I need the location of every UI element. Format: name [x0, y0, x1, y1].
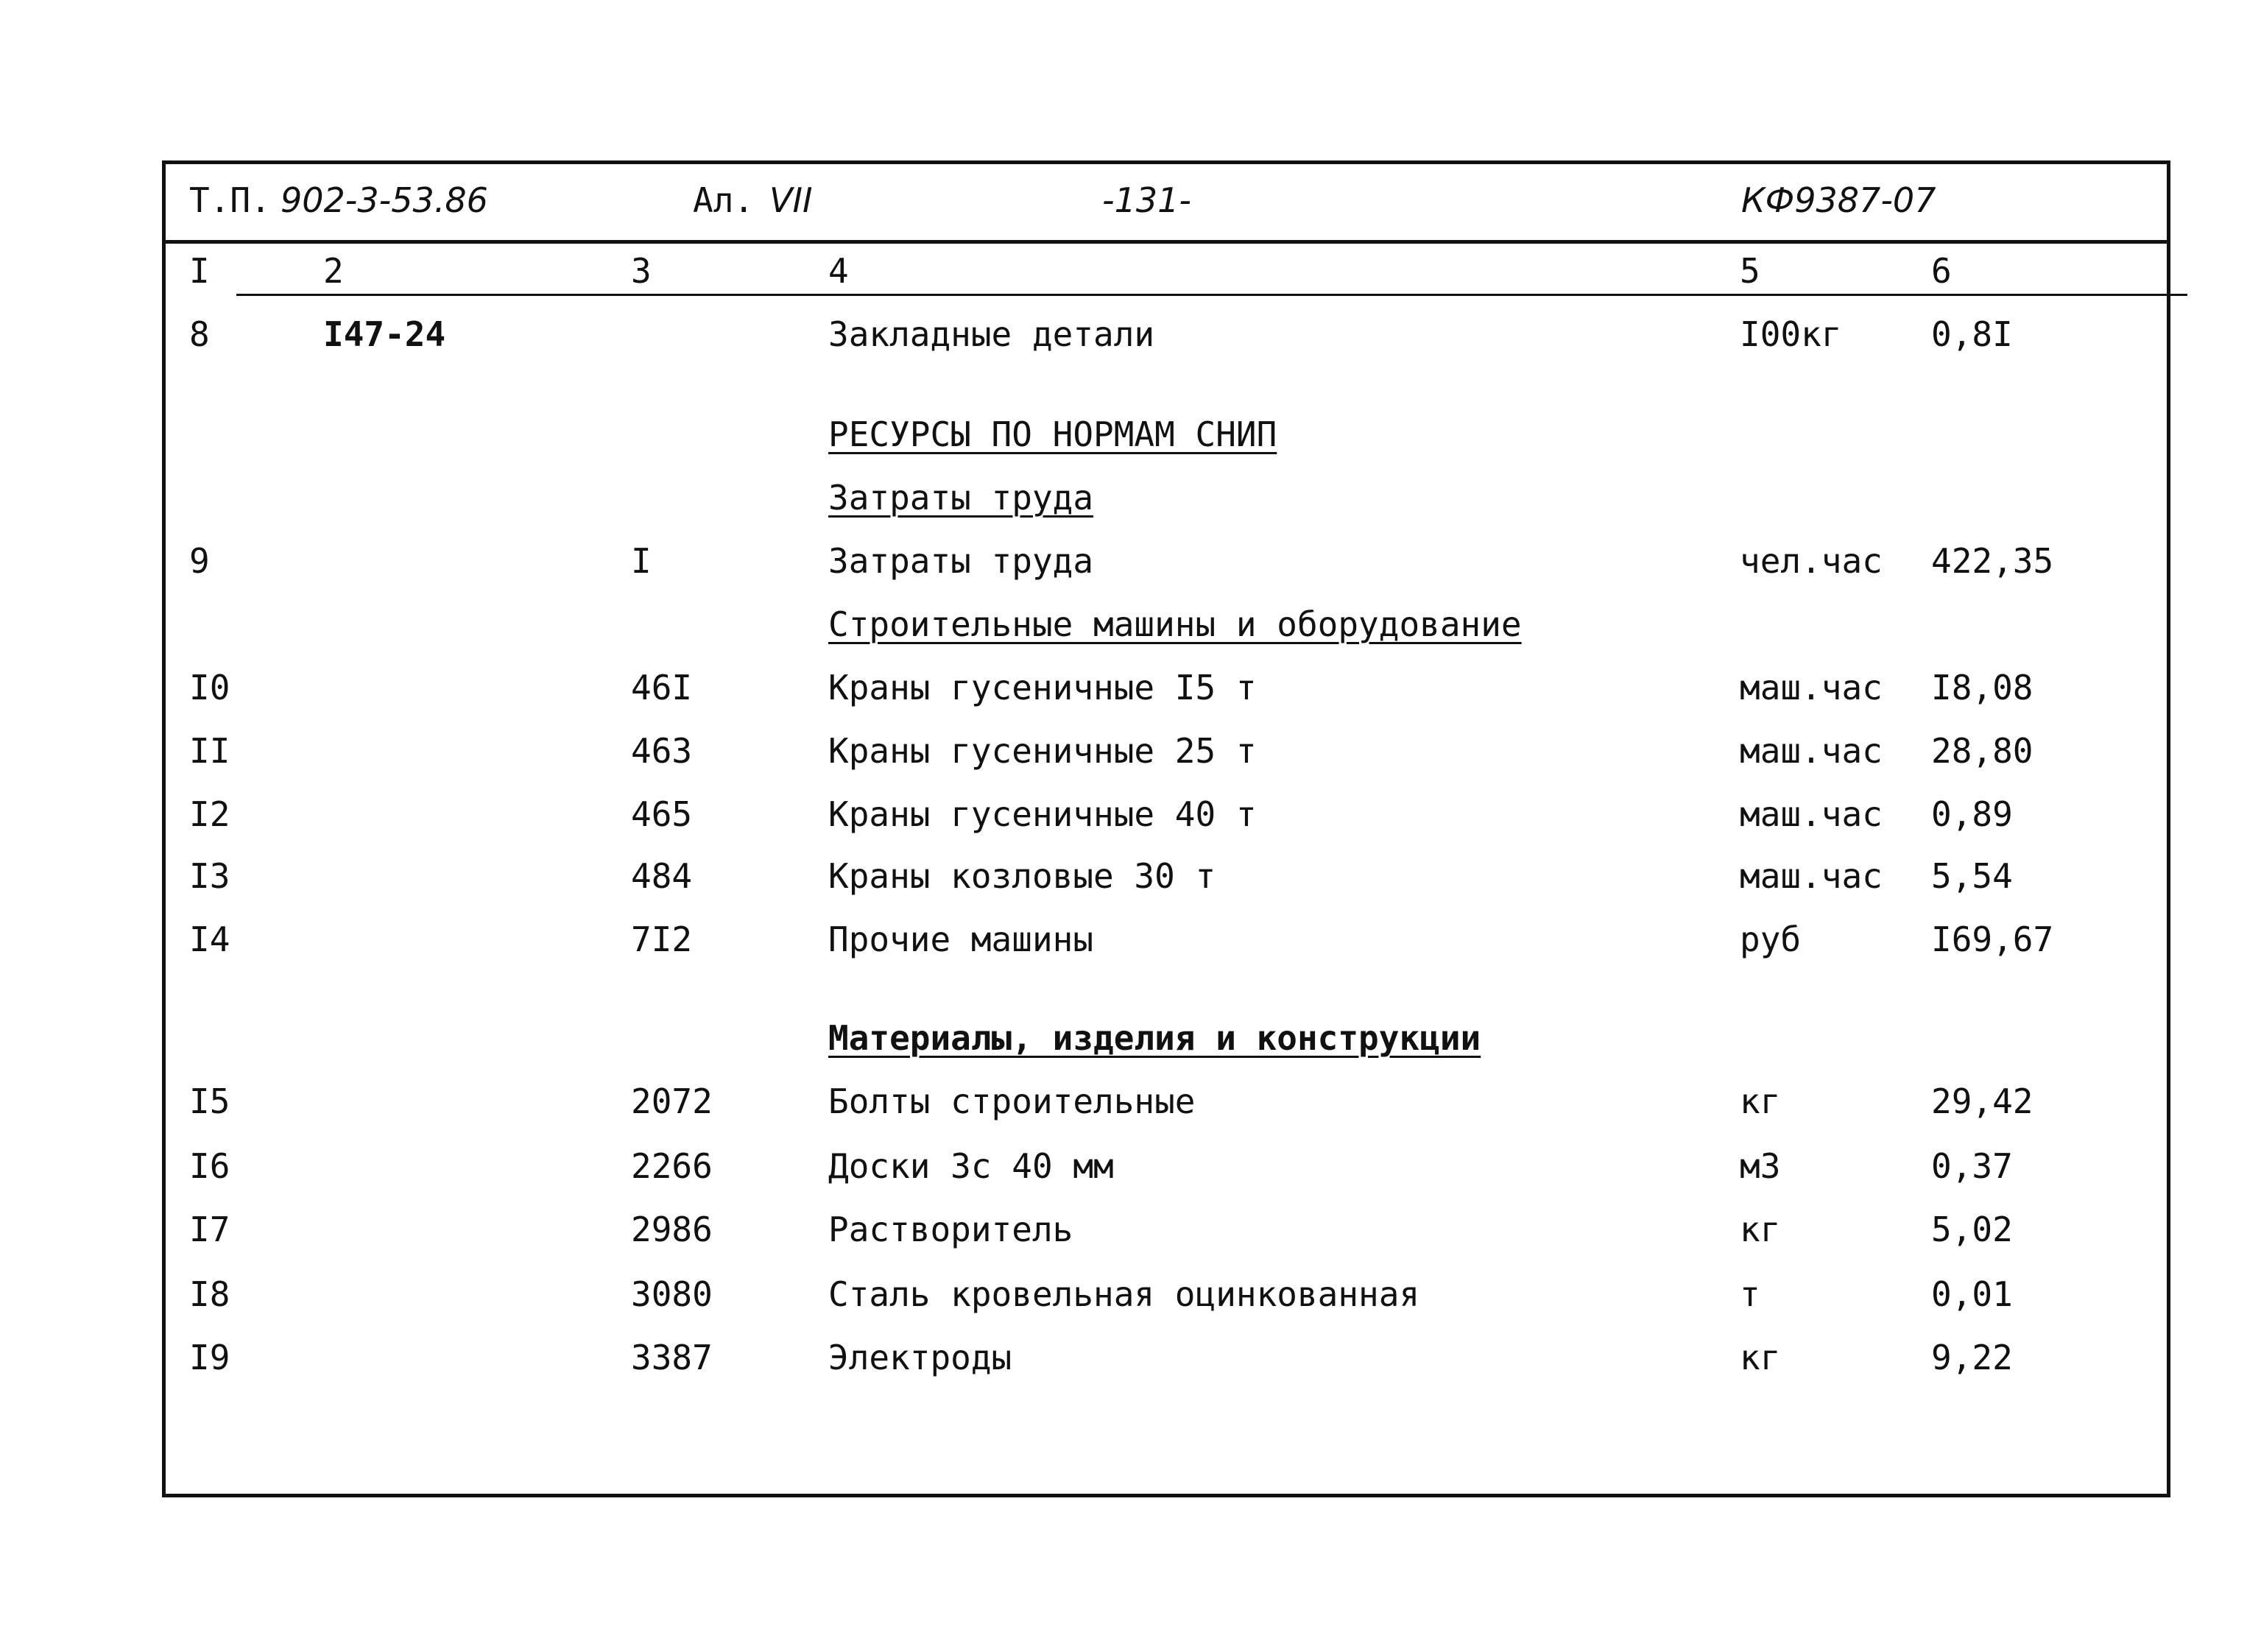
row-ref: 2986 [631, 1210, 713, 1249]
table-row [166, 668, 2167, 727]
row-name: Краны гусеничные 25 т [828, 731, 1257, 771]
table-row [166, 919, 2167, 978]
page-number: -131- [1102, 180, 1191, 220]
row-number: I5 [189, 1081, 230, 1121]
row-unit: I00кг [1740, 314, 1842, 354]
project-code: 902-3-53.86 [281, 180, 488, 220]
row-name: Краны козловые 30 т [828, 856, 1216, 896]
table-row [166, 314, 2167, 373]
row-quantity: 9,22 [1931, 1338, 2013, 1377]
column-number-4: 4 [828, 251, 849, 291]
album-label: Ал. [693, 180, 755, 220]
row-unit: маш.час [1740, 731, 1883, 771]
table-row [166, 794, 2167, 853]
table-row [166, 856, 2167, 915]
row-unit: т [1740, 1274, 1760, 1314]
row-number: I2 [189, 794, 230, 834]
section-title-labor: Затраты труда [828, 478, 1094, 518]
row-quantity: I69,67 [1931, 919, 2054, 959]
doc-code: КФ9387-07 [1741, 180, 1936, 220]
row-quantity: 29,42 [1931, 1081, 2034, 1121]
row-quantity: I8,08 [1931, 668, 2034, 707]
table-row [166, 731, 2167, 790]
row-quantity: 0,01 [1931, 1274, 2013, 1314]
row-ref: 2266 [631, 1146, 713, 1186]
row-number: I8 [189, 1274, 230, 1314]
row-quantity: 422,35 [1931, 541, 2054, 581]
column-number-5: 5 [1740, 251, 1760, 291]
row-unit: маш.час [1740, 794, 1883, 834]
row-ref: 3080 [631, 1274, 713, 1314]
row-ref: 46I [631, 668, 693, 707]
row-name: Доски 3с 40 мм [828, 1146, 1114, 1186]
row-number: II [189, 731, 230, 771]
row-quantity: 5,02 [1931, 1210, 2013, 1249]
row-number: I4 [189, 919, 230, 959]
row-name: Краны гусеничные I5 т [828, 668, 1257, 707]
row-number: I6 [189, 1146, 230, 1186]
row-unit: м3 [1740, 1146, 1781, 1186]
table-row [166, 541, 2167, 600]
row-ref: I [631, 541, 652, 581]
row-unit: руб [1740, 919, 1802, 959]
row-unit: маш.час [1740, 668, 1883, 707]
row-code: I47-24 [323, 314, 446, 354]
row-quantity: 0,8I [1931, 314, 2013, 354]
section-title-machines: Строительные машины и оборудование [828, 604, 1522, 644]
title-block [166, 164, 2167, 244]
row-quantity: 0,37 [1931, 1146, 2013, 1186]
table-row [166, 1274, 2167, 1333]
row-ref: 484 [631, 856, 693, 896]
column-number-6: 6 [1931, 251, 1952, 291]
column-number-1: I [189, 251, 210, 291]
table-row [166, 1210, 2167, 1268]
row-name: Электроды [828, 1338, 1012, 1377]
row-name: Прочие машины [828, 919, 1094, 959]
column-number-3: 3 [631, 251, 652, 291]
row-quantity: 0,89 [1931, 794, 2013, 834]
tp-label: Т.П. [189, 180, 271, 220]
row-ref: 463 [631, 731, 693, 771]
row-number: I0 [189, 668, 230, 707]
row-number: I3 [189, 856, 230, 896]
row-ref: 7I2 [631, 919, 693, 959]
row-name: Краны гусеничные 40 т [828, 794, 1257, 834]
column-header-divider [236, 294, 2187, 296]
row-number: I7 [189, 1210, 230, 1249]
table-row [166, 1081, 2167, 1140]
row-ref: 465 [631, 794, 693, 834]
row-name: Закладные детали [828, 314, 1155, 354]
album-number: VII [769, 180, 813, 220]
section-title-materials: Материалы, изделия и конструкции [828, 1018, 1481, 1058]
row-quantity: 5,54 [1931, 856, 2013, 896]
row-number: 9 [189, 541, 210, 581]
column-number-2: 2 [323, 251, 344, 291]
row-ref: 2072 [631, 1081, 713, 1121]
row-name: Затраты труда [828, 541, 1094, 581]
row-unit: кг [1740, 1338, 1781, 1377]
row-unit: кг [1740, 1210, 1781, 1249]
row-unit: кг [1740, 1081, 1781, 1121]
table-row [166, 1338, 2167, 1397]
document-sheet [162, 160, 2170, 1497]
table-row [166, 1146, 2167, 1205]
section-title-resources: РЕСУРСЫ ПО НОРМАМ СНИП [828, 414, 1277, 454]
row-unit: чел.час [1740, 541, 1883, 581]
row-number: 8 [189, 314, 210, 354]
row-name: Растворитель [828, 1210, 1073, 1249]
row-unit: маш.час [1740, 856, 1883, 896]
row-number: I9 [189, 1338, 230, 1377]
row-name: Болты строительные [828, 1081, 1196, 1121]
row-quantity: 28,80 [1931, 731, 2034, 771]
row-ref: 3387 [631, 1338, 713, 1377]
row-name: Сталь кровельная оцинкованная [828, 1274, 1420, 1314]
column-number-row [166, 244, 2167, 297]
